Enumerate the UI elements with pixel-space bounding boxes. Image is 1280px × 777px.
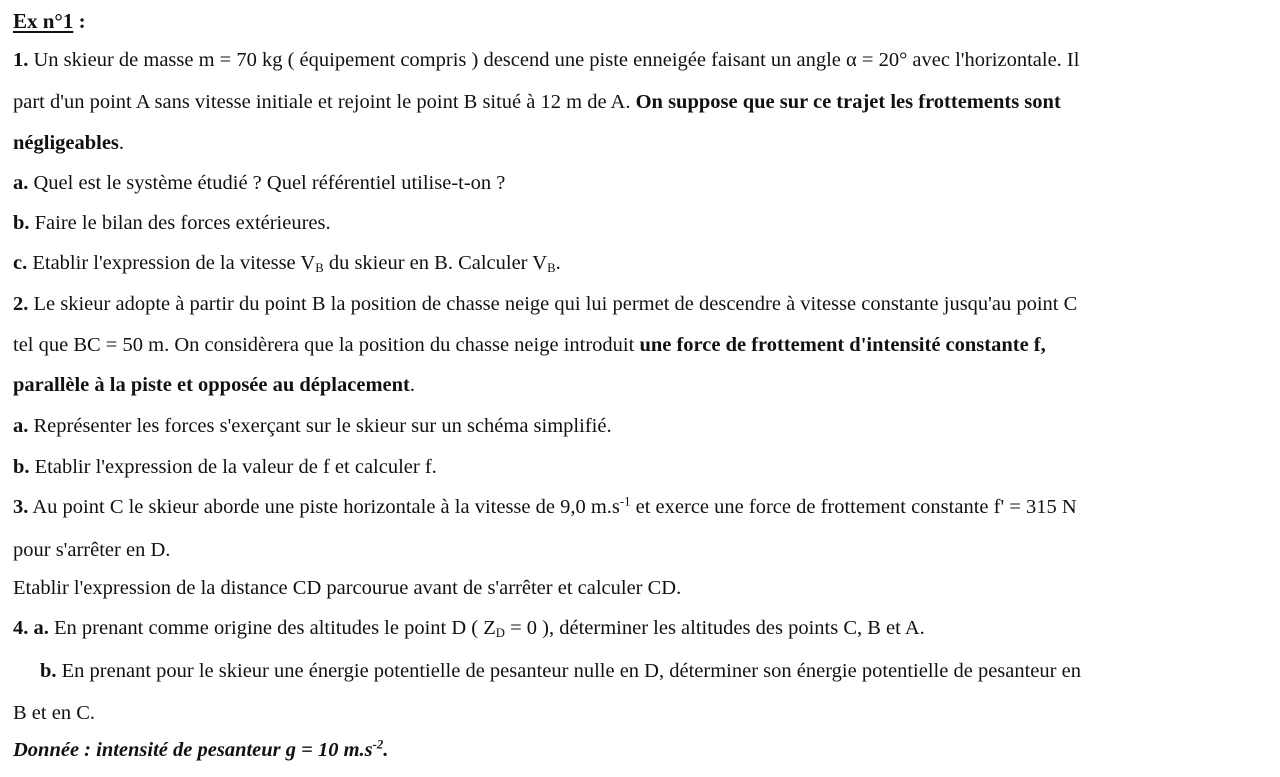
q2b-text: Etablir l'expression de la valeur de f et calculer f. (29, 456, 437, 478)
q3-line-3 (13, 578, 681, 599)
q3-number: 3. (13, 496, 29, 518)
q2-text-b: tel que BC = 50 m. On considèrera que la position du chasse neige introduit (13, 334, 640, 356)
q1c-sub-1: B (315, 261, 324, 276)
q1-bold-c: négligeables (13, 132, 119, 154)
donnee-sup: -2 (372, 737, 384, 752)
q1a-text: Quel est le système étudié ? Quel référentiel utilise-t-on ? (28, 172, 506, 194)
q1c-label: c. (13, 252, 28, 274)
q1c-text-2: du skieur en B. Calculer V (323, 252, 548, 274)
q1c-sub-2: B (547, 261, 556, 276)
q1b-text: Faire le bilan des forces extérieures. (29, 212, 331, 234)
q1c-line (13, 253, 561, 274)
q2a-line (13, 416, 612, 437)
exercise-title-text: Ex n°1 (13, 9, 74, 33)
q2b-line (13, 457, 437, 478)
q3-line-2 (13, 540, 170, 561)
exercise-title-colon: : (73, 9, 86, 33)
q2b-label: b. (13, 456, 30, 478)
q1b-label: b. (13, 212, 30, 234)
q1-text-b: part d'un point A sans vitesse initiale et rejoint le point B situé à 12 m de A. (13, 91, 636, 113)
q1-line-2 (13, 92, 1061, 113)
q2-line-1 (13, 294, 1077, 315)
q3-text-a2: et exerce une force de frottement constante f' = 315 N (630, 496, 1077, 518)
q1-number: 1. (13, 49, 29, 71)
q4a-text-2: = 0 ), déterminer les altitudes des points C, B et A. (504, 617, 925, 639)
q3-text-a1: Au point C le skieur aborde une piste horizontale à la vitesse de 9,0 m.s (28, 496, 620, 518)
donnee-line (13, 737, 389, 761)
q3-text-b: pour s'arrêter en D. (13, 539, 171, 561)
q2-bold-b: une force de frottement d'intensité constante f, (639, 334, 1046, 356)
donnee-end: . (383, 739, 389, 761)
q2-text-c: . (409, 374, 415, 396)
q2-line-2 (13, 335, 1046, 356)
q4b-text-b: B et en C. (13, 702, 95, 724)
q3-line-1 (13, 494, 1077, 518)
q4a-text-1: En prenant comme origine des altitudes le point D ( Z (48, 617, 496, 639)
q4a-line (13, 618, 925, 639)
q3-text-c: Etablir l'expression de la distance CD parcourue avant de s'arrêter et calculer CD. (13, 577, 682, 599)
q1a-line (13, 173, 505, 194)
q1-bold-b: On suppose que sur ce trajet les frottements sont (635, 91, 1061, 113)
q1c-text-1: Etablir l'expression de la vitesse V (27, 252, 316, 274)
q2a-text: Représenter les forces s'exerçant sur le skieur sur un schéma simplifié. (28, 415, 612, 437)
q1b-line (13, 213, 331, 234)
exercise-title (13, 11, 86, 32)
q4b-line-2 (13, 703, 95, 724)
q2-text-a: Le skieur adopte à partir du point B la position de chasse neige qui lui permet de descendre à vitesse constante jusqu'au point C (28, 293, 1078, 315)
q4a-sub: D (495, 626, 505, 641)
q4-number: 4. (13, 617, 29, 639)
q1-text-a: Un skieur de masse m = 70 kg ( équipement compris ) descend une piste enneigée faisant un angle α = 20° avec l'horizontale. Il (28, 49, 1080, 71)
q1-line-3 (13, 133, 124, 154)
q3-sup: -1 (619, 494, 631, 509)
q2-number: 2. (13, 293, 29, 315)
q2-line-3 (13, 375, 415, 396)
q1c-text-3: . (555, 252, 561, 274)
q2-bold-c: parallèle à la piste et opposée au déplacement (13, 374, 410, 396)
q1-text-c: . (118, 132, 125, 154)
q4b-line-1 (40, 661, 1081, 682)
q1-line-1 (13, 50, 1079, 71)
q4a-label: a. (28, 617, 49, 639)
donnee-text: Donnée : intensité de pesanteur g = 10 m.s (13, 739, 373, 761)
q1a-label: a. (13, 172, 29, 194)
q2a-label: a. (13, 415, 29, 437)
q4b-text-a: En prenant pour le skieur une énergie potentielle de pesanteur nulle en D, déterminer son énergie potentielle de pesanteur en (56, 660, 1081, 682)
q4b-label: b. (40, 660, 57, 682)
